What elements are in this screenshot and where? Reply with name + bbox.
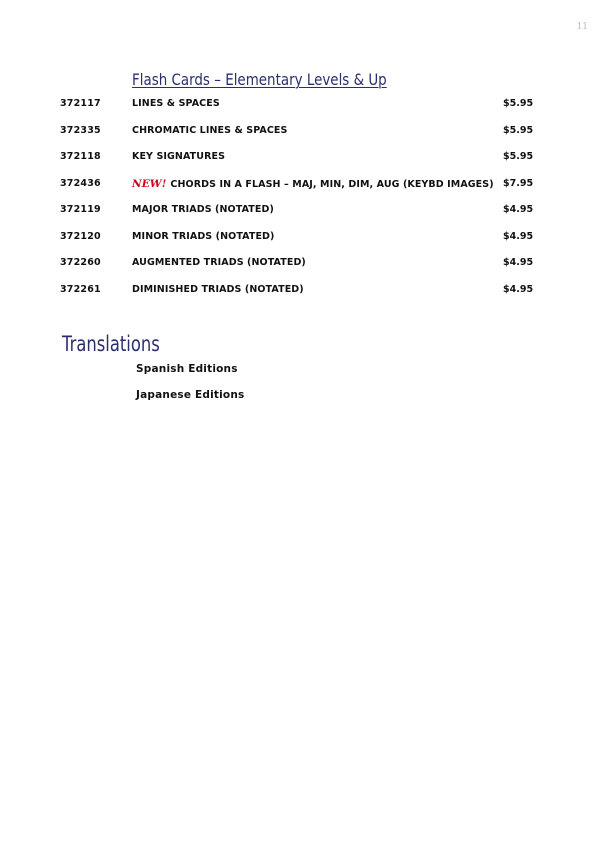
page-number: 11	[576, 22, 588, 32]
product-title-text: MAJOR TRIADS (NOTATED)	[132, 204, 274, 215]
product-title	[132, 257, 306, 268]
product-price: $7.95	[503, 177, 534, 189]
product-title-text: KEY SIGNATURES	[132, 151, 226, 162]
flash-cards-product-list	[60, 97, 540, 309]
product-title	[132, 125, 287, 136]
product-code: 372260	[60, 257, 101, 268]
product-title	[132, 204, 274, 215]
product-code: 372117	[60, 98, 101, 109]
product-title-text: LINES & SPACES	[132, 98, 220, 109]
product-price: $5.95	[503, 151, 534, 162]
product-row	[60, 177, 540, 204]
product-row	[60, 230, 540, 257]
translations-list	[136, 363, 244, 415]
product-title	[132, 98, 220, 109]
product-title-text: DIMINISHED TRIADS (NOTATED)	[132, 283, 304, 295]
product-code: 372118	[60, 151, 101, 162]
product-code: 372261	[60, 283, 101, 295]
product-code: 372119	[60, 204, 101, 215]
product-row	[60, 256, 540, 283]
translation-item-spanish: Spanish Editions	[136, 363, 238, 375]
product-title	[132, 151, 225, 162]
product-price: $5.95	[503, 98, 534, 109]
product-code: 372436	[60, 177, 101, 189]
product-price: $4.95	[503, 204, 534, 215]
product-title-text: CHROMATIC LINES & SPACES	[132, 124, 288, 136]
product-price: $4.95	[503, 257, 534, 268]
flash-cards-heading[interactable]: Flash Cards – Elementary Levels & Up	[132, 70, 387, 89]
product-title-text: MINOR TRIADS (NOTATED)	[132, 230, 275, 242]
product-code: 372335	[60, 124, 101, 136]
translations-heading: Translations	[62, 332, 160, 356]
product-price: $4.95	[503, 283, 534, 295]
product-title	[132, 284, 304, 295]
product-title-text: AUGMENTED TRIADS (NOTATED)	[132, 257, 306, 268]
product-title	[132, 231, 274, 242]
product-code: 372120	[60, 230, 101, 242]
product-row	[60, 150, 540, 177]
product-title	[132, 178, 494, 190]
product-row	[60, 203, 540, 230]
new-badge: NEW!	[132, 177, 167, 190]
translation-item-japanese: Japanese Editions	[136, 389, 245, 401]
product-row	[60, 124, 540, 151]
product-price: $5.95	[503, 124, 534, 136]
product-price: $4.95	[503, 230, 534, 242]
product-row	[60, 283, 540, 310]
product-title-text: CHORDS IN A FLASH – MAJ, MIN, DIM, AUG (KEYBD IMAGES)	[170, 178, 494, 190]
product-row	[60, 97, 540, 124]
